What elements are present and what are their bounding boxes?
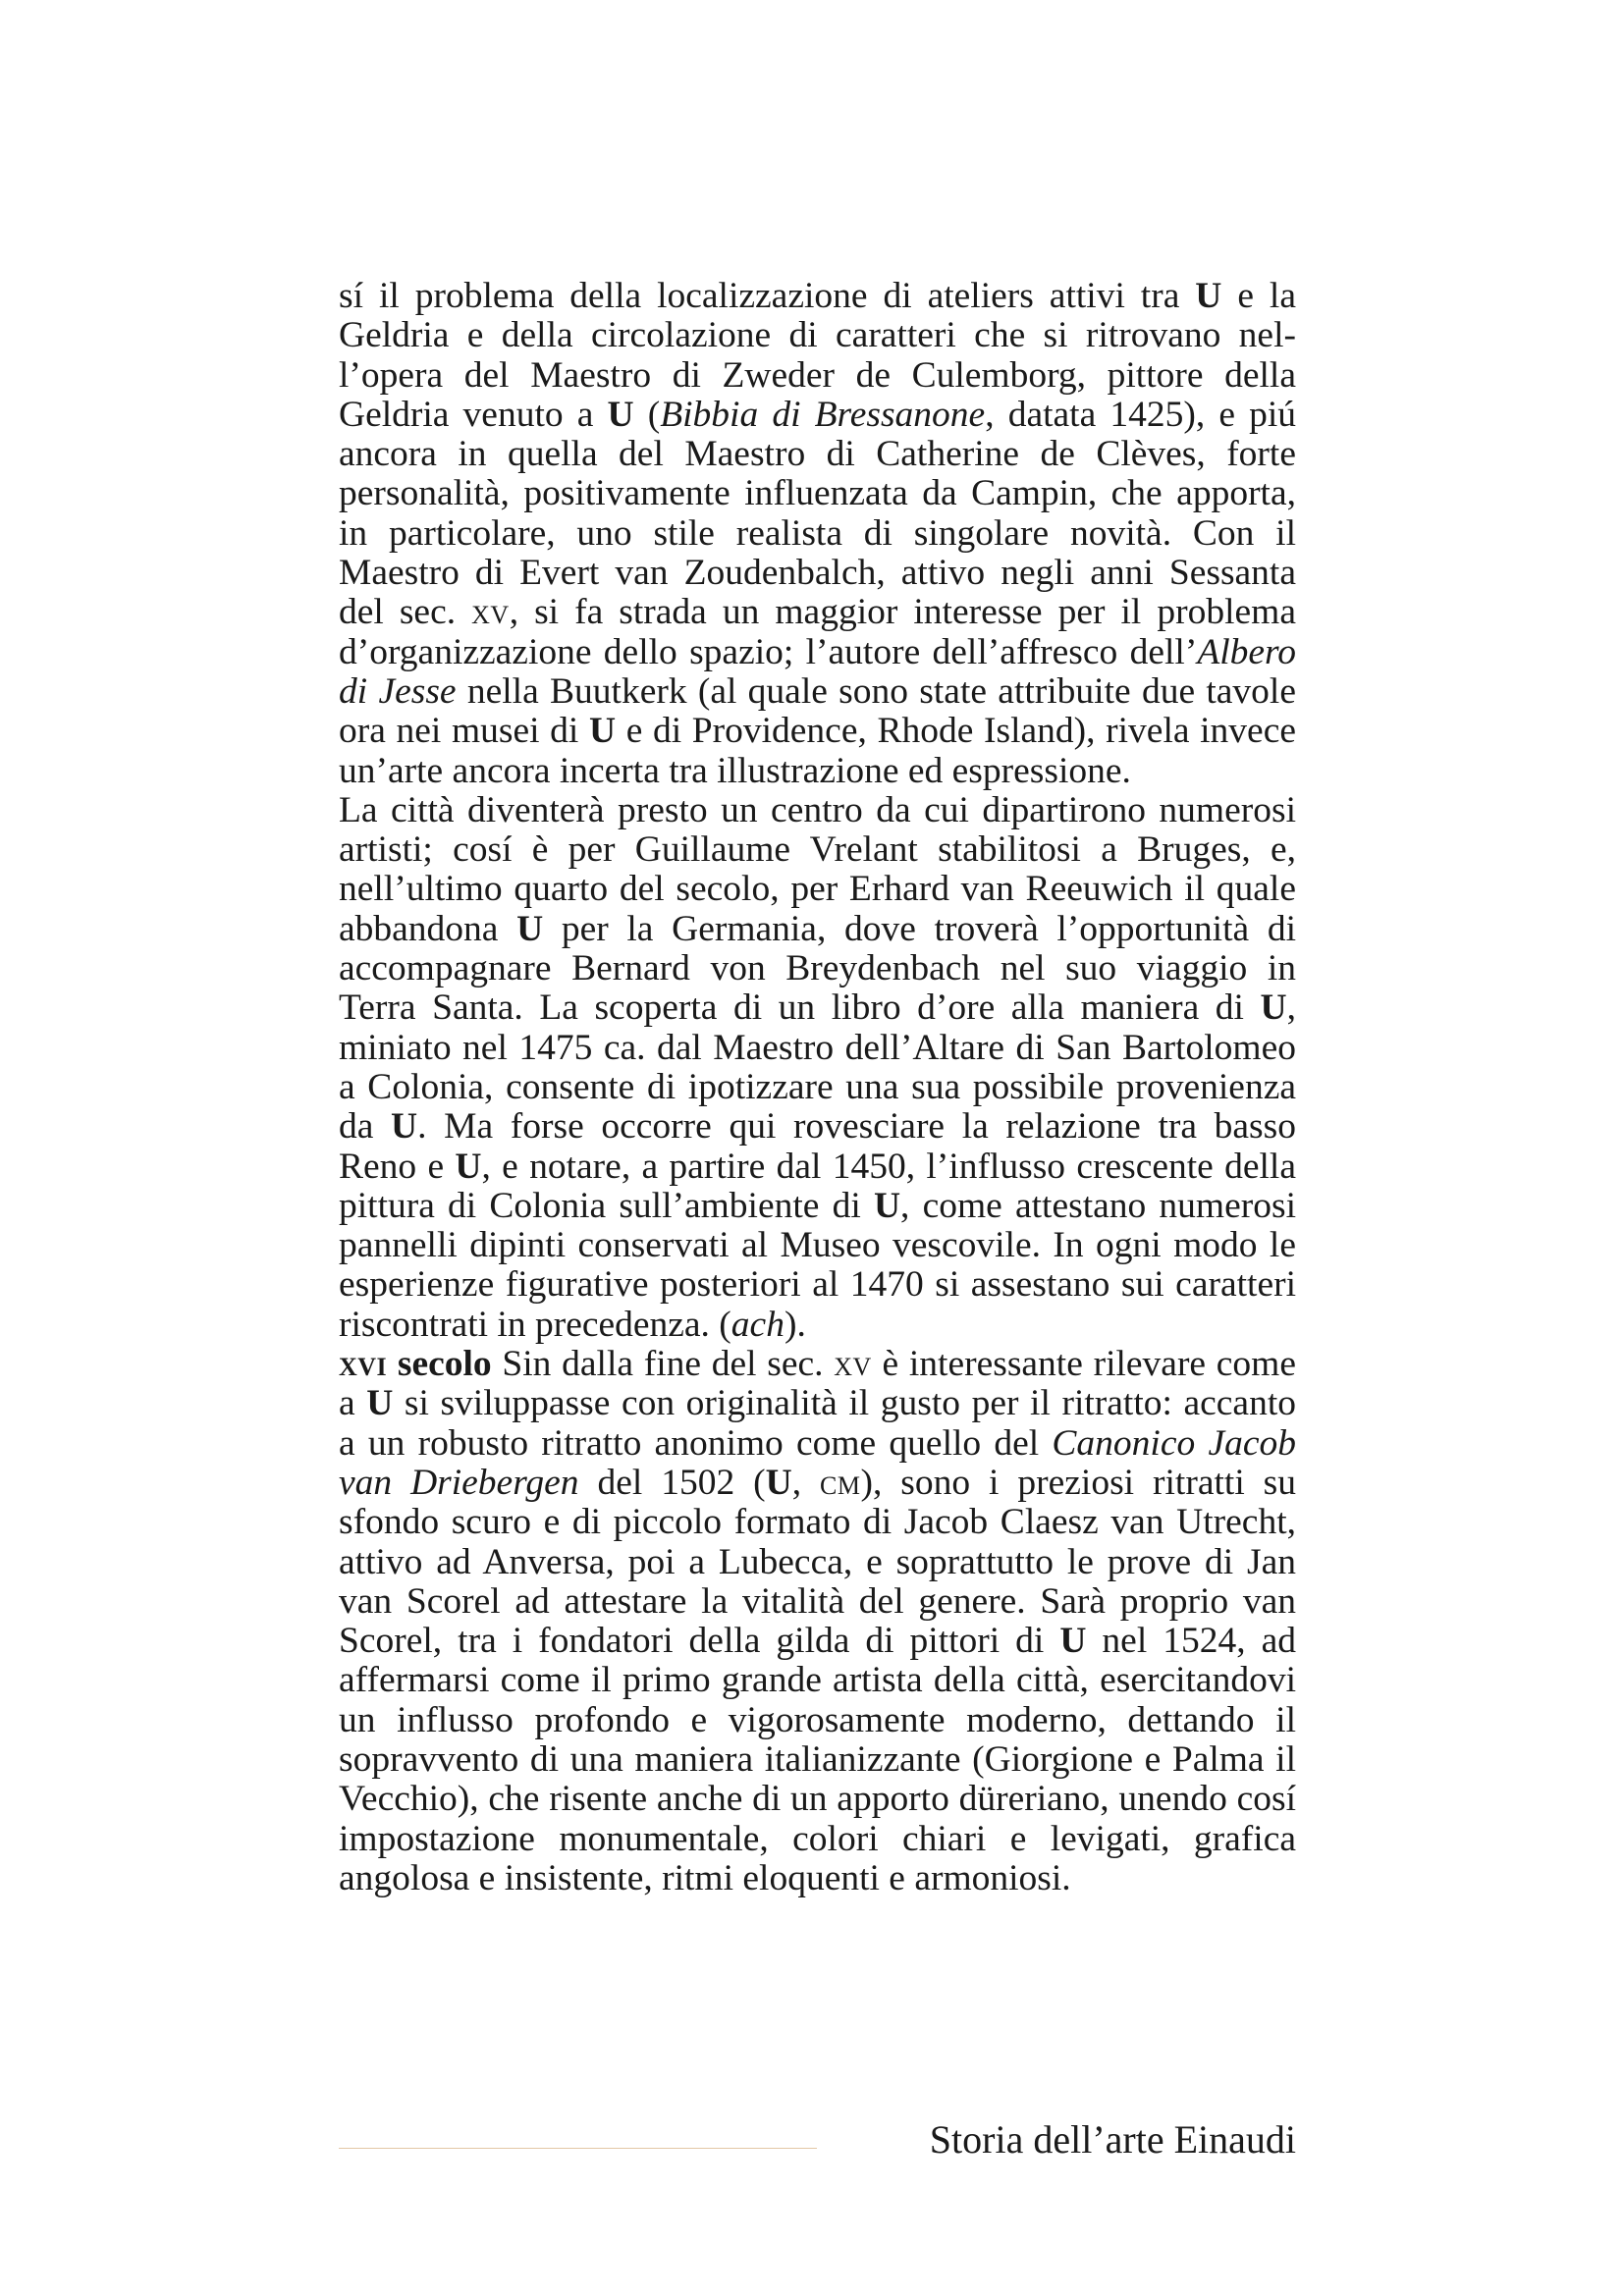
paragraph	[339, 791, 1296, 1345]
text-run: La città diventerà presto un centro da cui dipartirono numerosi artisti; cosí è per Guillaume Vrelant stabilitosi a Bruges, e, nell’ultimo quarto del secolo, per Erhard van Reeuwich il quale abbandona	[339, 789, 1296, 949]
text-run: Sin dalla fine del sec.	[491, 1344, 835, 1385]
bold-text: U	[1260, 988, 1287, 1029]
text-run: ).	[784, 1304, 806, 1345]
text-run: cm	[820, 1462, 861, 1503]
text-run: e la Geldria e della circolazione di caratteri che si ritrovano nell’opera del Maestro di Zweder de Culemborg, pittore della Geldria venuto a	[339, 276, 1296, 435]
text-run: del 1502 (	[578, 1462, 766, 1503]
paragraph	[339, 277, 1296, 791]
italic-text: Albero di Jesse	[339, 631, 1296, 712]
text-run: xv	[471, 592, 510, 633]
text-run: (	[633, 394, 661, 435]
bold-text: U	[1059, 1621, 1087, 1662]
bold-text: U	[765, 1462, 792, 1503]
text-run: , e notare, a partire dal 1450, l’influsso crescente della pittura di Colonia sull’ambiente di	[339, 1146, 1296, 1226]
text-run: nella Buutkerk (al quale sono state attribuite due tavole ora nei musei di	[339, 670, 1296, 752]
text-run: , come attestano numerosi pannelli dipinti conservati al Museo vescovile. In ogni modo le esperienze figurative posteriori al 1470 si assestano sui caratteri riscontrati in precedenza. (	[339, 1185, 1296, 1345]
text-run: ), sono i preziosi ritratti su sfondo scuro e di piccolo formato di Jacob Claesz van Utrecht, attivo ad Anversa, poi a Lubecca, e soprattutto le prove di Jan van Scorel ad attestare la vitalità del genere. Sarà proprio van Scorel, tra i fondatori della gilda di pittori di	[339, 1462, 1297, 1662]
bold-text: U	[391, 1106, 418, 1148]
bold-text: U	[1195, 276, 1222, 316]
text-run: , datata 1425), e piú ancora in quella del Maestro di Catherine de Clèves, forte personalità, positivamente influenzata da Campin, che apporta, in particolare, uno stile realista di singolare novità. Con il Maestro di Evert van Zoudenbalch, attivo negli anni Sessanta del sec.	[339, 394, 1296, 633]
text-run: è interessante rilevare come a	[339, 1344, 1296, 1424]
text-run: nel 1524, ad affermarsi come il primo grande artista della città, esercitandovi un influsso profondo e vigorosamente moderno, dettando il sopravvento di una maniera italianizzante (Giorgione e Palma il Vecchio), che risente anche di un apporto düreriano, unendo cosí impostazione monumentale, colori chiari e levigati, grafica angolosa e insistente, ritmi eloquenti e armoniosi.	[339, 1621, 1296, 1898]
bold-text: secolo	[387, 1344, 492, 1385]
text-run: , miniato nel 1475 ca. dal Maestro dell’Altare di San Bartolomeo a Colonia, consente di ipotizzare una sua possibile provenienza da	[339, 988, 1296, 1148]
italic-text: Bibbia di Bressanone	[660, 394, 986, 435]
text-run: si sviluppasse con originalità il gusto per il ritratto: accanto a un robusto ritratto anonimo come quello del	[339, 1383, 1296, 1464]
bold-text: U	[516, 908, 544, 949]
bold-text: xvi	[339, 1344, 388, 1385]
text-run: , si fa strada un maggior interesse per il problema d’organizzazione dello spazio; l’autore dell’affresco dell’	[339, 592, 1296, 672]
bold-text: U	[588, 711, 617, 752]
bold-text: U	[455, 1146, 482, 1187]
italic-text: ach	[730, 1304, 784, 1345]
text-run: xv	[834, 1344, 872, 1385]
italic-text: Canonico Jacob van Driebergen	[339, 1422, 1296, 1503]
text-run: . Ma forse occorre qui rovesciare la relazione tra basso Reno e	[339, 1106, 1296, 1187]
footer-title: Storia dell’arte Einaudi	[929, 2117, 1296, 2162]
bold-text: U	[366, 1383, 394, 1424]
bold-text: U	[873, 1185, 901, 1226]
text-run: per la Germania, dove troverà l’opportunità di accompagnare Bernard von Breydenbach nel suo viaggio in Terra Santa. La scoperta di un libro d’ore alla maniera di	[339, 908, 1296, 1029]
paragraph	[339, 1345, 1296, 1898]
text-run: sí il problema della localizzazione di ateliers attivi tra	[339, 276, 1196, 316]
text-run: ,	[791, 1462, 821, 1503]
text-run: e di Providence, Rhode Island), rivela invece un’arte ancora incerta tra illustrazione ed espressione.	[339, 711, 1296, 791]
article-body	[339, 277, 1296, 1898]
footer-rule	[339, 2148, 817, 2149]
bold-text: U	[607, 394, 634, 435]
